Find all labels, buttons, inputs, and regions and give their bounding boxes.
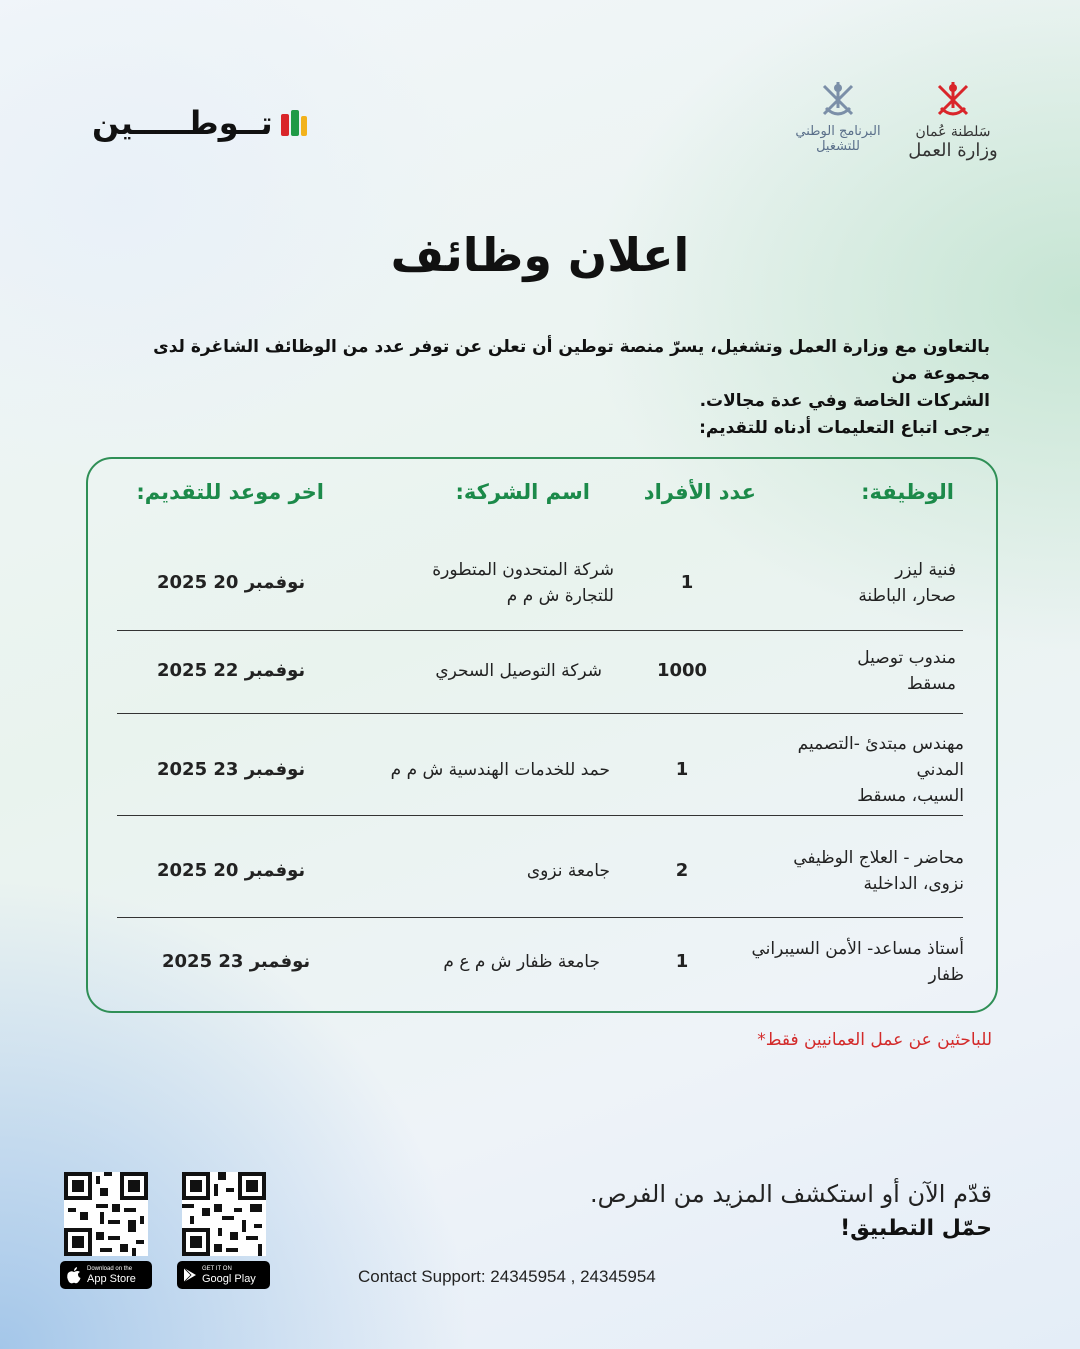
table-row-job: مندوب توصيل مسقط [857,648,956,694]
table-row-company: شركة التوصيل السحري [435,661,602,681]
row-divider [117,630,963,631]
google-play-qr-code[interactable] [182,1172,266,1256]
google-play-badge[interactable] [177,1261,270,1289]
intro-line: بالتعاون مع وزارة العمل وتشغيل، يسرّ منصة توطين أن تعلن عن توفر عدد من الوظائف الشاغرة لدى مجموعة من [153,337,990,384]
table-row-job: مهندس مبتدئ -التصميم المدني السيب، مسقط [797,734,964,806]
ministry-logo-line2: وزارة العمل [908,140,998,161]
program-logo-line1: البرنامج الوطني [795,124,881,139]
table-row-count: 1 [675,759,689,780]
download-app-text: حمّل التطبيق! [840,1216,992,1241]
table-row-count: 2 [675,860,689,881]
table-row-deadline: 2025 نوفمبر 22 [157,660,306,681]
table-row-deadline: 2025 نوفمبر 23 [162,951,311,972]
ministry-of-labour-logo [900,78,1006,168]
header-job: الوظيفة: [861,480,954,504]
table-row-job: أستاذ مساعد- الأمن السيبراني ظفار [751,939,964,985]
google-play-small-text: GET IT ON [202,1265,232,1272]
table-row-count: 1000 [656,660,708,681]
header-company: اسم الشركة: [455,480,590,504]
tawteen-logo [92,98,282,148]
cta-text: قدّم الآن أو استكشف المزيد من الفرص. [590,1180,992,1208]
page-title: اعلان وظائف [390,228,690,282]
intro-line: يرجى اتباع التعليمات أدناه للتقديم: [699,418,990,438]
table-row-deadline: 2025 نوفمبر 20 [157,860,306,881]
header-deadline: اخر موعد للتقديم: [136,480,324,504]
app-store-small-text: Download on the [87,1265,133,1272]
app-store-big-text: App Store [87,1272,136,1285]
oman-emblem-icon [816,78,860,122]
table-row-job: محاضر - العلاج الوظيفي نزوى، الداخلية [793,848,964,894]
oman-emblem-icon [931,78,975,122]
table-row-company: جامعة نزوى [526,861,610,881]
app-store-badge[interactable] [60,1261,152,1289]
table-row-count: 1 [675,951,689,972]
table-row-deadline: 2025 نوفمبر 23 [157,759,306,780]
apple-icon [66,1266,82,1284]
program-logo-line2: للتشغيل [816,139,860,154]
ministry-logo-line1: سَلطنة عُمان [915,124,991,140]
qr-code-icon [64,1172,148,1256]
table-row-company: شركة المتحدون المتطورة للتجارة ش م م [432,560,614,606]
intro-text [110,334,990,442]
table-row-deadline: 2025 نوفمبر 20 [157,572,306,593]
table-row-count: 1 [680,572,694,593]
table-row-company: حمد للخدمات الهندسية ش م م [390,760,610,780]
row-divider [117,917,963,918]
intro-line: الشركات الخاصة وفي عدة مجالات. [699,391,990,411]
google-play-icon [183,1267,197,1283]
qr-code-icon [182,1172,266,1256]
omani-only-note: للباحثين عن عمل العمانيين فقط* [757,1030,992,1050]
row-divider [117,815,963,816]
tawteen-mark-icon [281,108,282,138]
brand-name: تــوطـــــين [92,104,273,142]
row-divider [117,713,963,714]
table-row-job: فنية ليزر صحار، الباطنة [858,560,956,606]
header-count: عدد الأفراد [643,480,756,504]
table-row-company: جامعة ظفار ش م ع م [443,952,600,972]
app-store-qr-code[interactable] [64,1172,148,1256]
google-play-big-text: Googl Play [202,1272,256,1285]
contact-support: Contact Support: 24345954 , 24345954 [358,1267,656,1286]
national-employment-program-logo [782,78,894,168]
